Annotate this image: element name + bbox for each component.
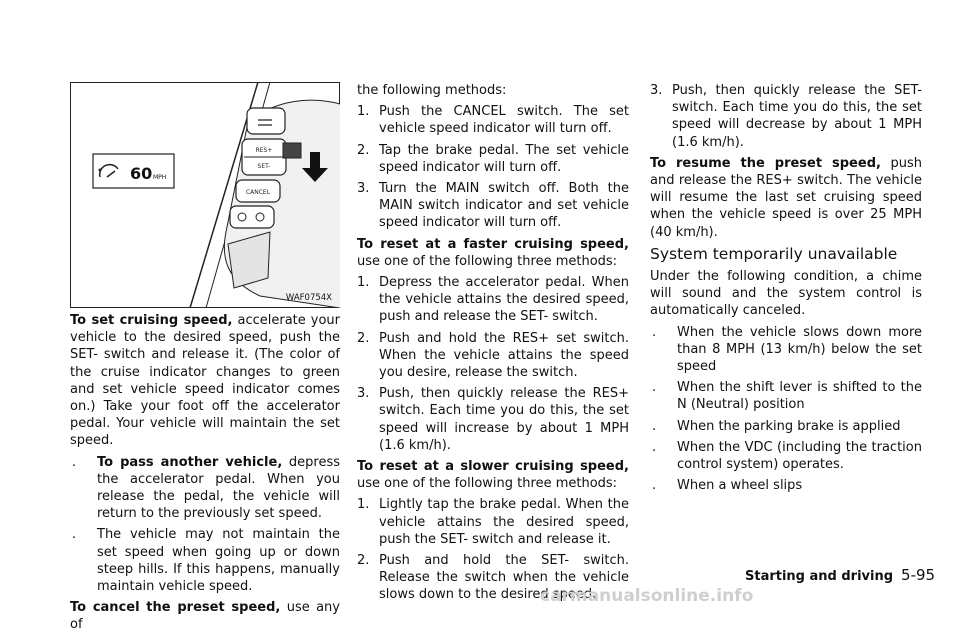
list-item: 1. Push the CANCEL switch. The set vehicle speed indicator will turn off. — [357, 104, 629, 137]
page-footer — [745, 566, 935, 584]
cruise-control-figure — [70, 82, 340, 308]
column-2 — [357, 82, 629, 608]
page-number: 5-95 — [901, 566, 936, 584]
list-item: 2. Push and hold the RES+ set switch. When the vehicle attains the speed you desire, release the switch. — [357, 330, 629, 381]
list-item: 1. Lightly tap the brake pedal. When the vehicle attains the desired speed, push the SET- switch and release it. — [357, 497, 629, 547]
svg-text:SET-: SET- — [257, 163, 271, 170]
list-item: 3. Turn the MAIN switch off. Both the MAIN switch indicator and set vehicle speed indicator will turn off. — [357, 181, 629, 231]
list-item: . When the shift lever is shifted to the N (Neutral) position — [652, 380, 922, 413]
resume-speed-paragraph: To resume the preset speed, push and release the RES+ switch. The vehicle will resume the last set cruising speed when the vehicle speed is over 25 MPH (40 km/h). — [650, 155, 922, 240]
list-item: . The vehicle may not maintain the set speed when going up or down steep hills. If this happens, manually maintain vehicle speed. — [72, 527, 340, 595]
section-heading: System temporarily unavailable — [650, 244, 898, 263]
list-item: . When the vehicle slows down more than 8 MPH (13 km/h) below the set speed — [652, 324, 922, 375]
speed-unit: MPH — [153, 174, 167, 181]
figure-code: WAF0754X — [285, 293, 332, 303]
cancel-switch-label: CANCEL — [245, 189, 271, 196]
steering-switch-illustration — [70, 82, 340, 308]
watermark: carmanualsonline.info — [540, 586, 754, 606]
list-item: . To pass another vehicle, depress the accelerator pedal. When you release the pedal, the vehicle will return to the previously set speed. — [72, 454, 340, 522]
faster-speed-paragraph: To reset at a faster cruising speed, use one of the following three methods: — [357, 236, 629, 269]
column-1 — [70, 312, 340, 638]
list-item: 1. Depress the accelerator pedal. When the vehicle attains the desired speed, push and release the SET- switch. — [357, 275, 629, 325]
set-speed-paragraph: To set cruising speed, accelerate your vehicle to the desired speed, push the SET- switch and release it. (The color of the cruise indicator changes to green and set vehicle speed indicator comes on.) Take your foot off the accelerator pedal. Your vehicle will maintain the set speed. — [70, 313, 340, 449]
section-name: Starting and driving — [745, 569, 894, 584]
list-item: . When the parking brake is applied — [652, 418, 901, 434]
list-item: . When a wheel slips — [652, 478, 803, 494]
list-item: 3. Push, then quickly release the SET- switch. Each time you do this, the set speed will decrease by about 1 MPH (1.6 km/h). — [650, 83, 922, 150]
unavailable-intro: Under the following condition, a chime will sound and the system control is automatically canceled. — [650, 269, 922, 319]
speed-value: 60 — [130, 164, 153, 183]
list-item: 3. Push, then quickly release the RES+ switch. Each time you do this, the set speed will increase by about 1 MPH (1.6 km/h). — [357, 386, 629, 453]
cancel-speed-paragraph: To cancel the preset speed, use any of — [70, 600, 340, 633]
slower-speed-paragraph: To reset at a slower cruising speed, use one of the following three methods: — [357, 459, 629, 492]
methods-intro: the following methods: — [357, 83, 507, 98]
column-3 — [650, 82, 922, 498]
list-item: 2. Tap the brake pedal. The set vehicle speed indicator will turn off. — [357, 142, 629, 175]
list-item: . When the VDC (including the traction control system) operates. — [652, 439, 922, 473]
list-item: 2. Push and hold the SET- switch. Release the switch when the vehicle slows down to the desired speed. — [357, 553, 629, 603]
svg-text:RES+: RES+ — [255, 147, 273, 154]
